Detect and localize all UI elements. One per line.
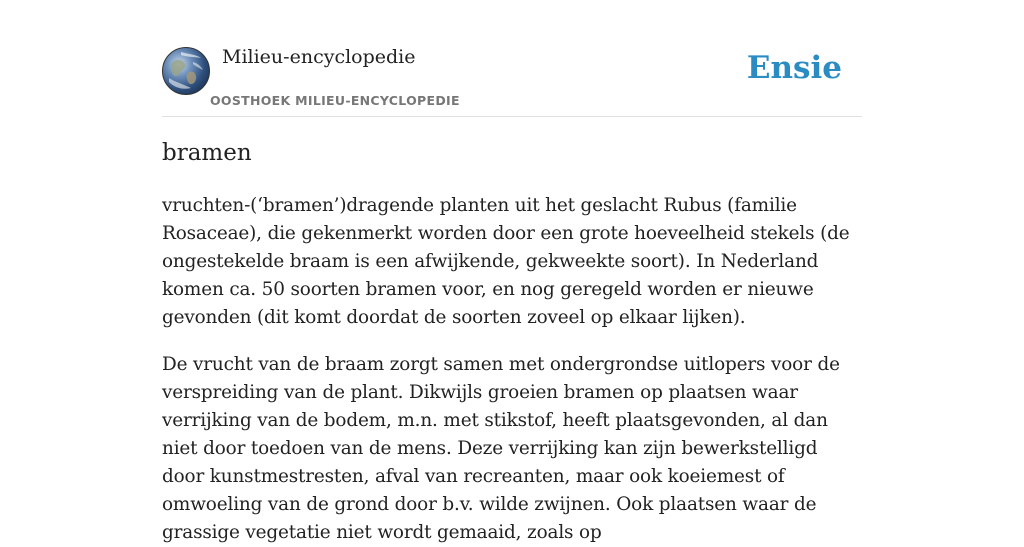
earth-globe-icon[interactable] <box>162 47 210 95</box>
brand-logo-link[interactable]: Ensie <box>746 50 842 86</box>
site-header <box>162 0 862 117</box>
article-paragraph-1: vruchten-(‘bramen’)dragende planten uit het geslacht Rubus (familie Rosaceae), die gekenmerkt worden door een grote hoeveelheid stekels (de ongestekelde braam is een afwijkende, gekweekte soort). In Nederland komen ca. 50 soorten bramen voor, en nog geregeld worden er nieuwe gevonden (dit komt doordat de soorten zoveel op elkaar lijken). <box>162 195 850 328</box>
site-subtitle[interactable]: OOSTHOEK MILIEU-ENCYCLOPEDIE <box>210 93 460 108</box>
article-paragraph-2: De vrucht van de braam zorgt samen met ondergrondse uitlopers voor de verspreiding van de plant. Dikwijls groeien bramen op plaatsen waar verrijking van de bodem, m.n. met stikstof, heeft plaatsgevonden, al dan niet door toedoen van de mens. Deze verrijking kan zijn bewerkstelligd door kunstmestresten, afval van recreanten, maar ook koeiemest of omwoeling van de grond door b.v. wilde zwijnen. Ook plaatsen waar de grassige vegetatie niet wordt gemaaid, zoals op <box>162 354 840 543</box>
site-title[interactable]: Milieu-encyclopedie <box>222 46 416 68</box>
article-title: bramen <box>162 140 252 166</box>
page <box>162 0 862 543</box>
